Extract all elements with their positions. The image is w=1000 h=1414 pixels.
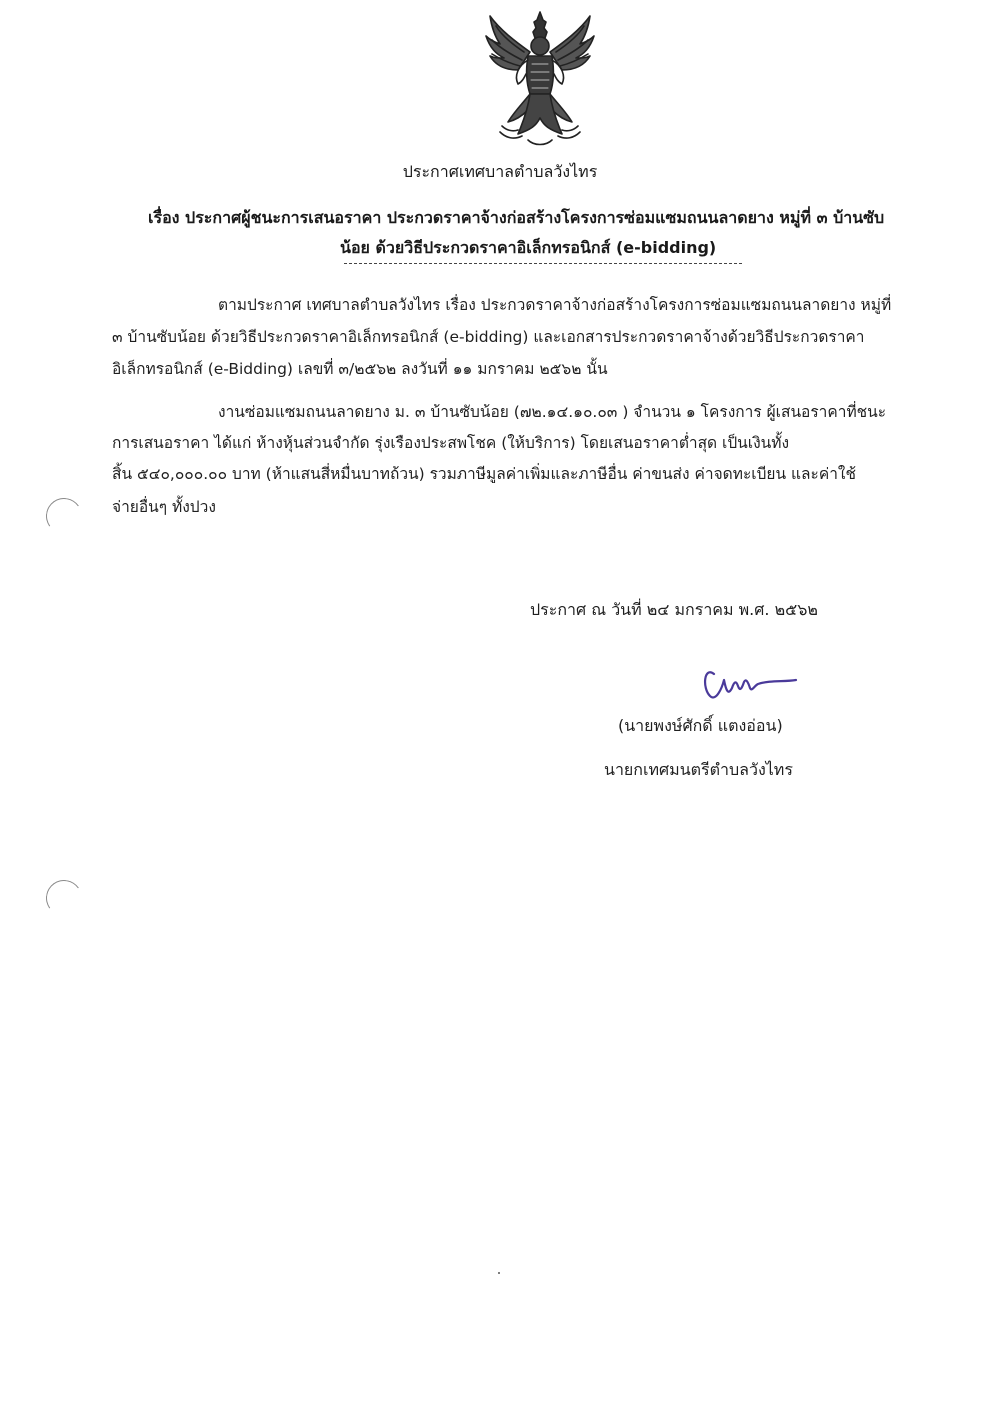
garuda-emblem-icon xyxy=(478,8,602,150)
subject-line-2: น้อย ด้วยวิธีประกวดราคาอิเล็กทรอนิกส์ (e-bidding) xyxy=(340,238,717,257)
signature-icon xyxy=(700,658,800,704)
paragraph-1-line: ๓ บ้านซับน้อย ด้วยวิธีประกวดราคาอิเล็กทรอนิกส์ (e-bidding) และเอกสารประกวดราคาจ้างด้วยวิธีประกวดราคา xyxy=(112,328,865,346)
scan-speck xyxy=(498,1272,500,1274)
paragraph-2-line: จ่ายอื่นๆ ทั้งปวง xyxy=(112,498,216,516)
paragraph-1-line: อิเล็กทรอนิกส์ (e-Bidding) เลขที่ ๓/๒๕๖๒ ลงวันที่ ๑๑ มกราคม ๒๕๖๒ นั้น xyxy=(112,360,608,378)
punch-hole-mark xyxy=(43,877,85,919)
paragraph-1-line: ตามประกาศ เทศบาลตำบลวังไทร เรื่อง ประกวดราคาจ้างก่อสร้างโครงการซ่อมแซมถนนลาดยาง หมู่ที่ xyxy=(218,296,892,314)
organization-heading: ประกาศเทศบาลตำบลวังไทร xyxy=(402,162,598,181)
paragraph-2-line: สิ้น ๕๔๐,๐๐๐.๐๐ บาท (ห้าแสนสี่หมื่นบาทถ้วน) รวมภาษีมูลค่าเพิ่มและภาษีอื่น ค่าขนส่ง ค่าจดทะเบียน และค่าใช้ xyxy=(112,465,856,483)
paragraph-2-line: งานซ่อมแซมถนนลาดยาง ม. ๓ บ้านซับน้อย (๗๒.๑๔.๑๐.๐๓ ) จำนวน ๑ โครงการ ผู้เสนอราคาที่ชนะ xyxy=(218,403,887,421)
divider xyxy=(344,263,742,264)
paragraph-2-line: การเสนอราคา ได้แก่ ห้างหุ้นส่วนจำกัด รุ่งเรืองประสพโชค (ให้บริการ) โดยเสนอราคาต่ำสุด เป็นเงินทั้ง xyxy=(112,434,790,452)
subject-line-1: เรื่อง ประกาศผู้ชนะการเสนอราคา ประกวดราคาจ้างก่อสร้างโครงการซ่อมแซมถนนลาดยาง หมู่ที่ ๓ บ้านซับ xyxy=(148,208,885,227)
signer-name: (นายพงษ์ศักดิ์ แตงอ่อน) xyxy=(618,716,783,735)
announcement-date: ประกาศ ณ วันที่ ๒๔ มกราคม พ.ศ. ๒๕๖๒ xyxy=(530,600,818,619)
punch-hole-mark xyxy=(43,495,85,537)
signer-title: นายกเทศมนตรีตำบลวังไทร xyxy=(604,760,793,779)
